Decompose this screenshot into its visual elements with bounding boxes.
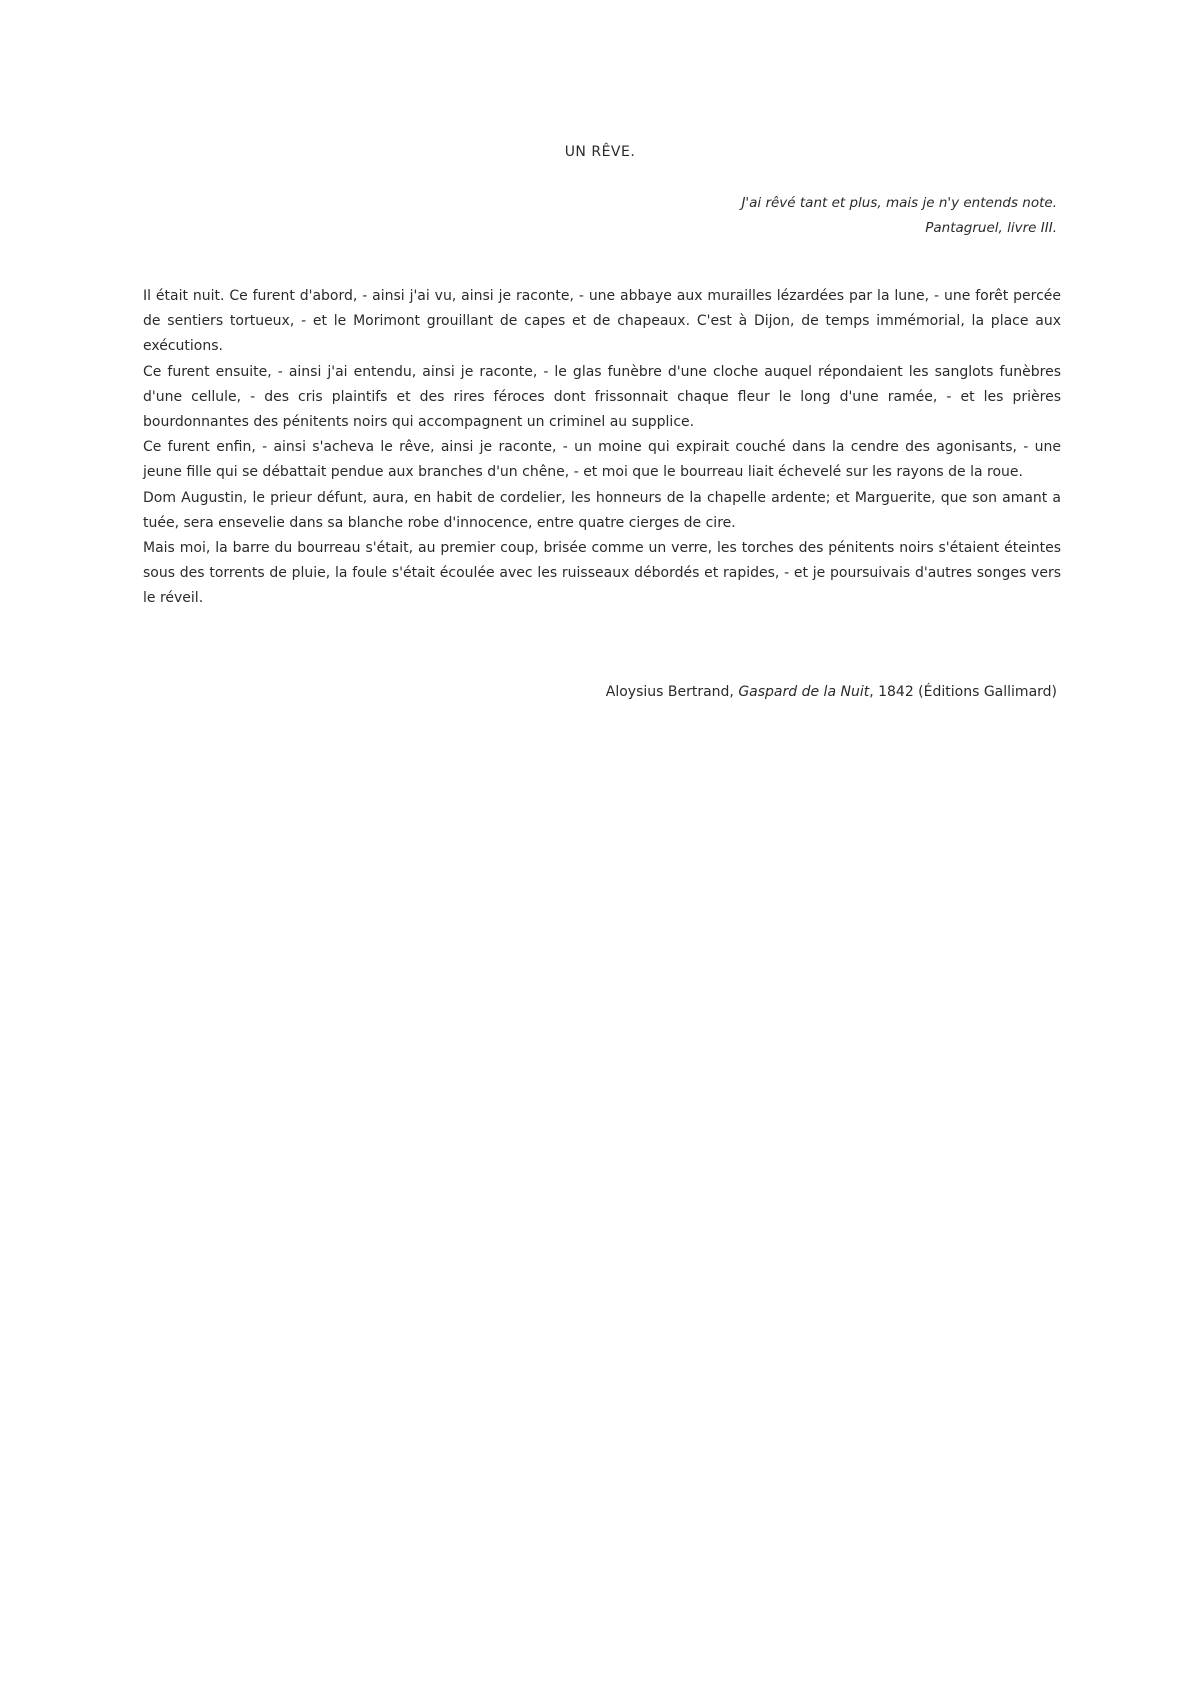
paragraph: Dom Augustin, le prieur défunt, aura, en habit de cordelier, les honneurs de la chapelle ardente; et Marguerite, que son amant a tuée, sera ensevelie dans sa blanche robe d'innocence, entre quatre cierges de cire. [143,489,1061,531]
signature-details: , 1842 (Éditions Gallimard) [869,684,1057,700]
paragraph: Ce furent ensuite, - ainsi j'ai entendu, ainsi je raconte, - le glas funèbre d'une cloche auquel répondaient les sanglots funèbres d'une cellule, - des cris plaintifs et des rires féroces dont frissonnait chaque fleur le long d'une ramée, - et les prières bourdonnantes des pénitents noirs qui accompagnent un criminel au supplice. [143,363,1061,431]
paragraph: Ce furent enfin, - ainsi s'acheva le rêve, ainsi je raconte, - un moine qui expirait couché dans la cendre des agonisants, - une jeune fille qui se débattait pendue aux branches d'un chêne, - et moi que le bourreau liait échevelé sur les rayons de la roue. [143,439,1061,481]
signature-work: Gaspard de la Nuit [738,684,870,700]
signature [606,684,1057,700]
epigraph-quote: J'ai rêvé tant et plus, mais je n'y entends note. [741,195,1057,211]
page-title: UN RÊVE. [564,144,636,160]
epigraph [741,191,1057,241]
epigraph-source: Pantagruel, livre III. [925,220,1057,236]
paragraph: Mais moi, la barre du bourreau s'était, au premier coup, brisée comme un verre, les torches des pénitents noirs s'étaient éteintes sous des torrents de pluie, la foule s'était écoulée avec les ruisseaux débordés et rapides, - et je poursuivais d'autres songes vers le réveil. [143,540,1061,607]
poem-body [143,284,1061,612]
signature-author: Aloysius Bertrand, [605,684,739,700]
paragraph: Il était nuit. Ce furent d'abord, - ainsi j'ai vu, ainsi je raconte, - une abbaye aux murailles lézardées par la lune, - une forêt percée de sentiers tortueux, - et le Morimont grouillant de capes et de chapeaux. C'est à Dijon, de temps immémorial, la place aux exécutions. [143,288,1061,355]
